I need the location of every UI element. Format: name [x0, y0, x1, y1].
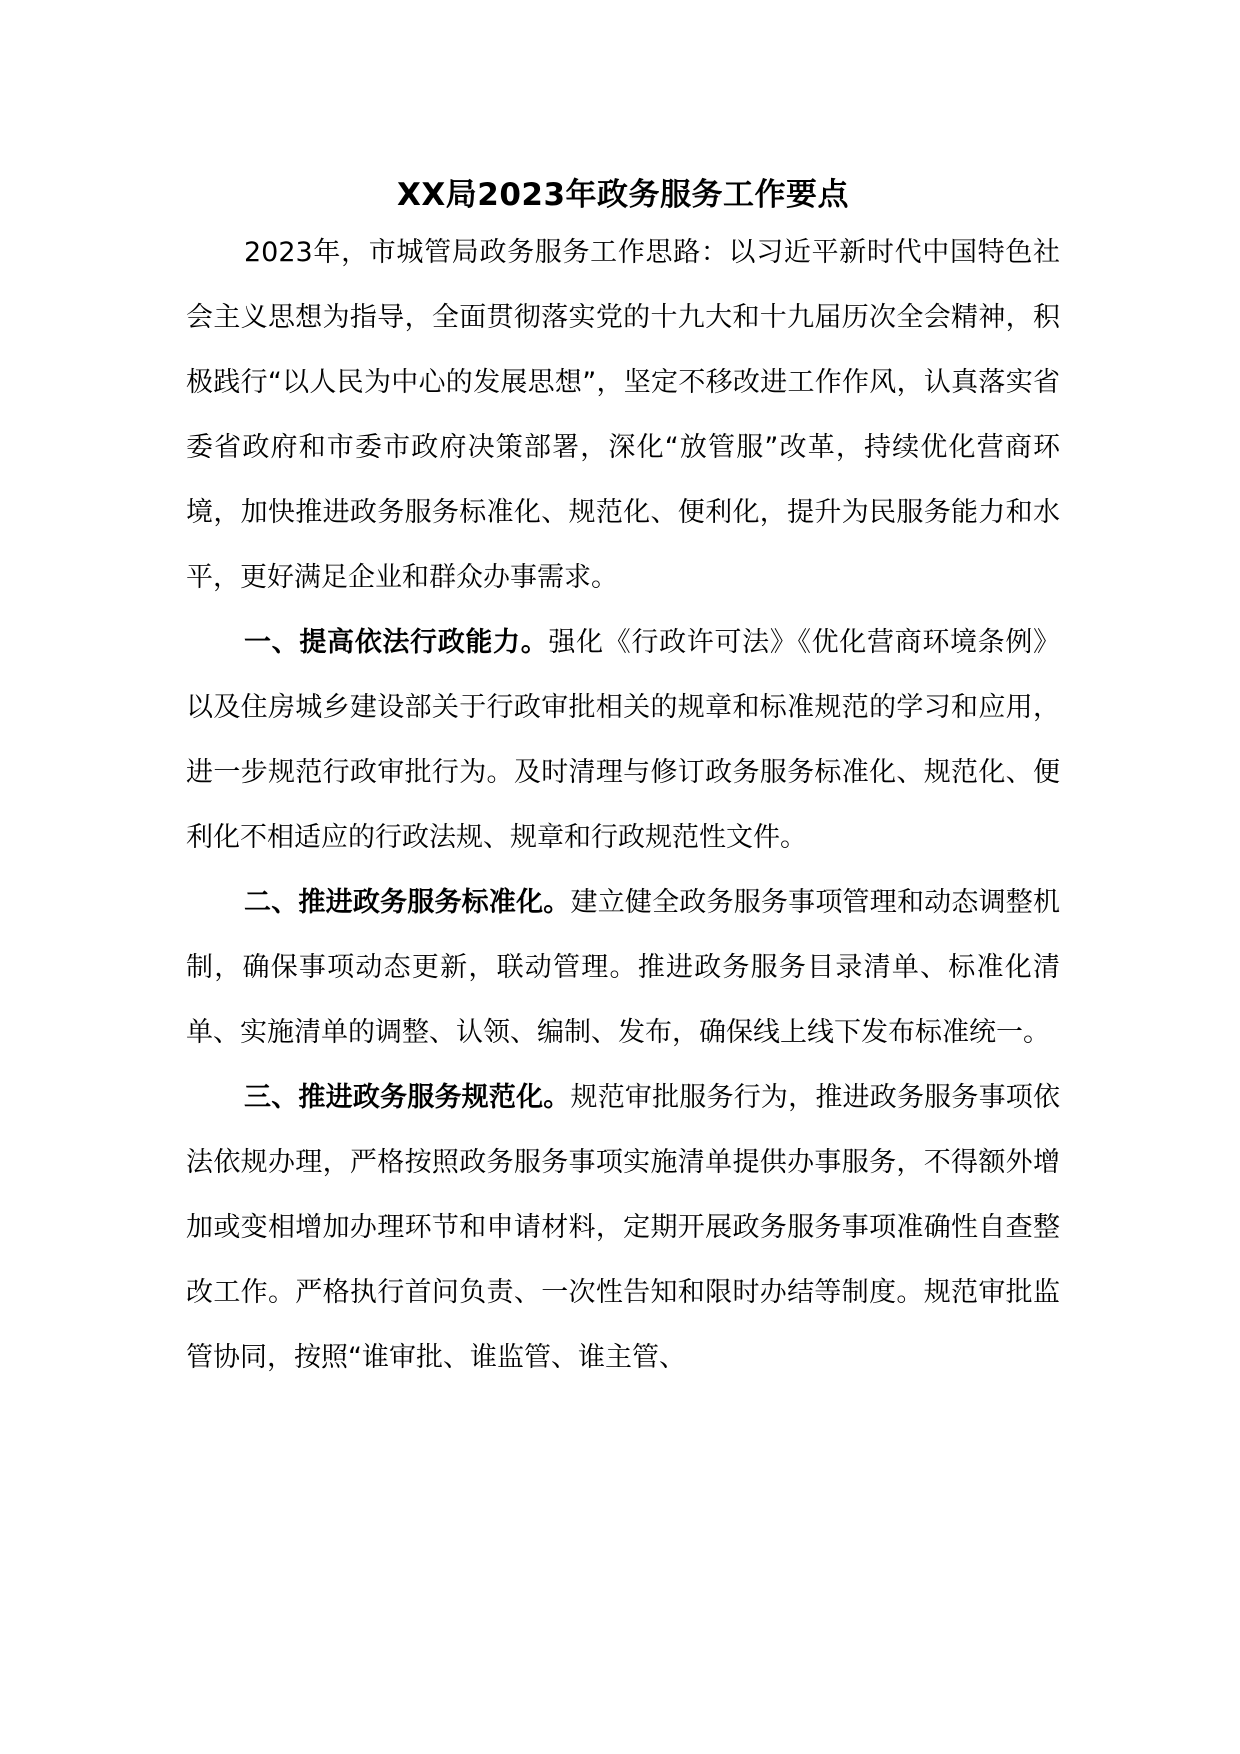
section-3-paragraph: [186, 1065, 1060, 1390]
section-3-heading: 三、推进政务服务规范化。: [244, 1082, 571, 1113]
intro-paragraph: 2023年，市城管局政务服务工作思路：以习近平新时代中国特色社会主义思想为指导，全面贯彻落实党的十九大和十九届历次全会精神，积极践行“以人民为中心的发展思想”，坚定不移改进工作作风，认真落实省委省政府和市委市政府决策部署，深化“放管服”改革，持续优化营商环境，加快推进政务服务标准化、规范化、便利化，提升为民服务能力和水平，更好满足企业和群众办事需求。: [186, 237, 1060, 593]
document-title: XX局2023年政务服务工作要点: [396, 177, 850, 213]
document-page: [186, 170, 1060, 1390]
section-2-heading: 二、推进政务服务标准化。: [244, 887, 571, 918]
section-1-paragraph: [186, 610, 1060, 870]
section-3-body: 规范审批服务行为，推进政务服务事项依法依规办理，严格按照政务服务事项实施清单提供办事服务，不得额外增加或变相增加办理环节和申请材料，定期开展政务服务事项准确性自查整改工作。严格执行首问负责、一次性告知和限时办结等制度。规范审批监管协同，按照“谁审批、谁监管、谁主管、: [186, 1082, 1061, 1373]
section-2-body: 建立健全政务服务事项管理和动态调整机制，确保事项动态更新，联动管理。推进政务服务目录清单、标准化清单、实施清单的调整、认领、编制、发布，确保线上线下发布标准统一。: [186, 887, 1061, 1048]
section-1-heading: 一、提高依法行政能力。: [244, 627, 549, 658]
section-1-body: 强化《行政许可法》《优化营商环境条例》以及住房城乡建设部关于行政审批相关的规章和标准规范的学习和应用，进一步规范行政审批行为。及时清理与修订政务服务标准化、规范化、便利化不相适应的行政法规、规章和行政规范性文件。: [186, 627, 1061, 853]
section-2-paragraph: [186, 870, 1060, 1065]
